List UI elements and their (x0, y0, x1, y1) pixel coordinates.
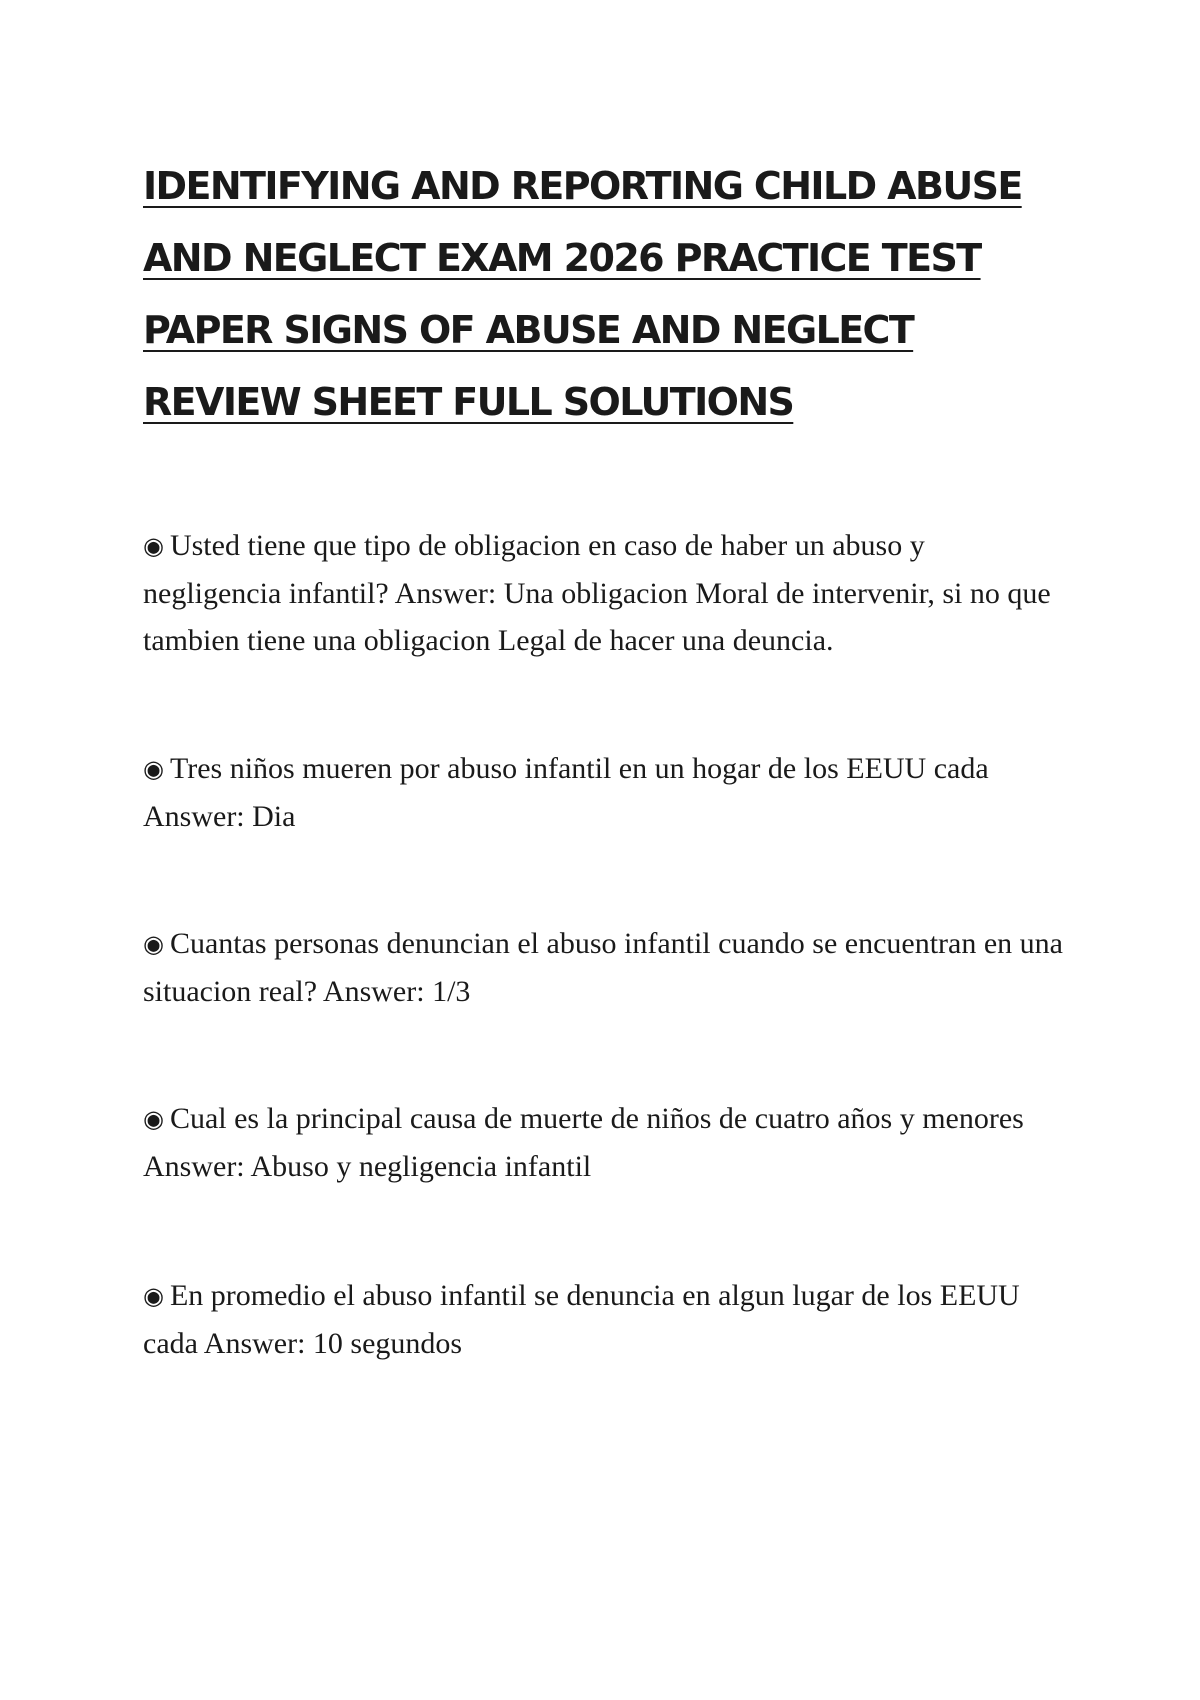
radio-bullet-icon: ◉ (143, 930, 164, 958)
radio-bullet-icon: ◉ (143, 1105, 164, 1133)
document-title: IDENTIFYING AND REPORTING CHILD ABUSE AND NEGLECT EXAM 2026 PRACTICE TEST PAPER SIGNS OF ABUSE AND NEGLECT REVIEW SHEET FULL SOLUTIONS (143, 164, 1022, 424)
qa-text: En promedio el abuso infantil se denuncia en algun lugar de los EEUU cada Answer: 10 segundos (143, 1279, 1020, 1360)
radio-bullet-icon: ◉ (143, 1282, 164, 1310)
qa-text: Cual es la principal causa de muerte de niños de cuatro años y menores Answer: Abuso y negligencia infantil (143, 1102, 1024, 1183)
qa-text: Usted tiene que tipo de obligacion en caso de haber un abuso y negligencia infantil? Answer: Una obligacion Moral de intervenir, si no que tambien tiene una obligacion Legal de hacer una deuncia. (143, 529, 1051, 657)
qa-text: Cuantas personas denuncian el abuso infantil cuando se encuentran en una situacion real? Answer: 1/3 (143, 927, 1063, 1008)
qa-item (143, 1272, 1063, 1367)
qa-item (143, 522, 1063, 664)
qa-item (143, 920, 1063, 1015)
qa-text: Tres niños mueren por abuso infantil en un hogar de los EEUU cada Answer: Dia (143, 752, 989, 833)
radio-bullet-icon: ◉ (143, 532, 164, 560)
radio-bullet-icon: ◉ (143, 755, 164, 783)
qa-item (143, 1095, 1063, 1190)
qa-item (143, 745, 1063, 840)
